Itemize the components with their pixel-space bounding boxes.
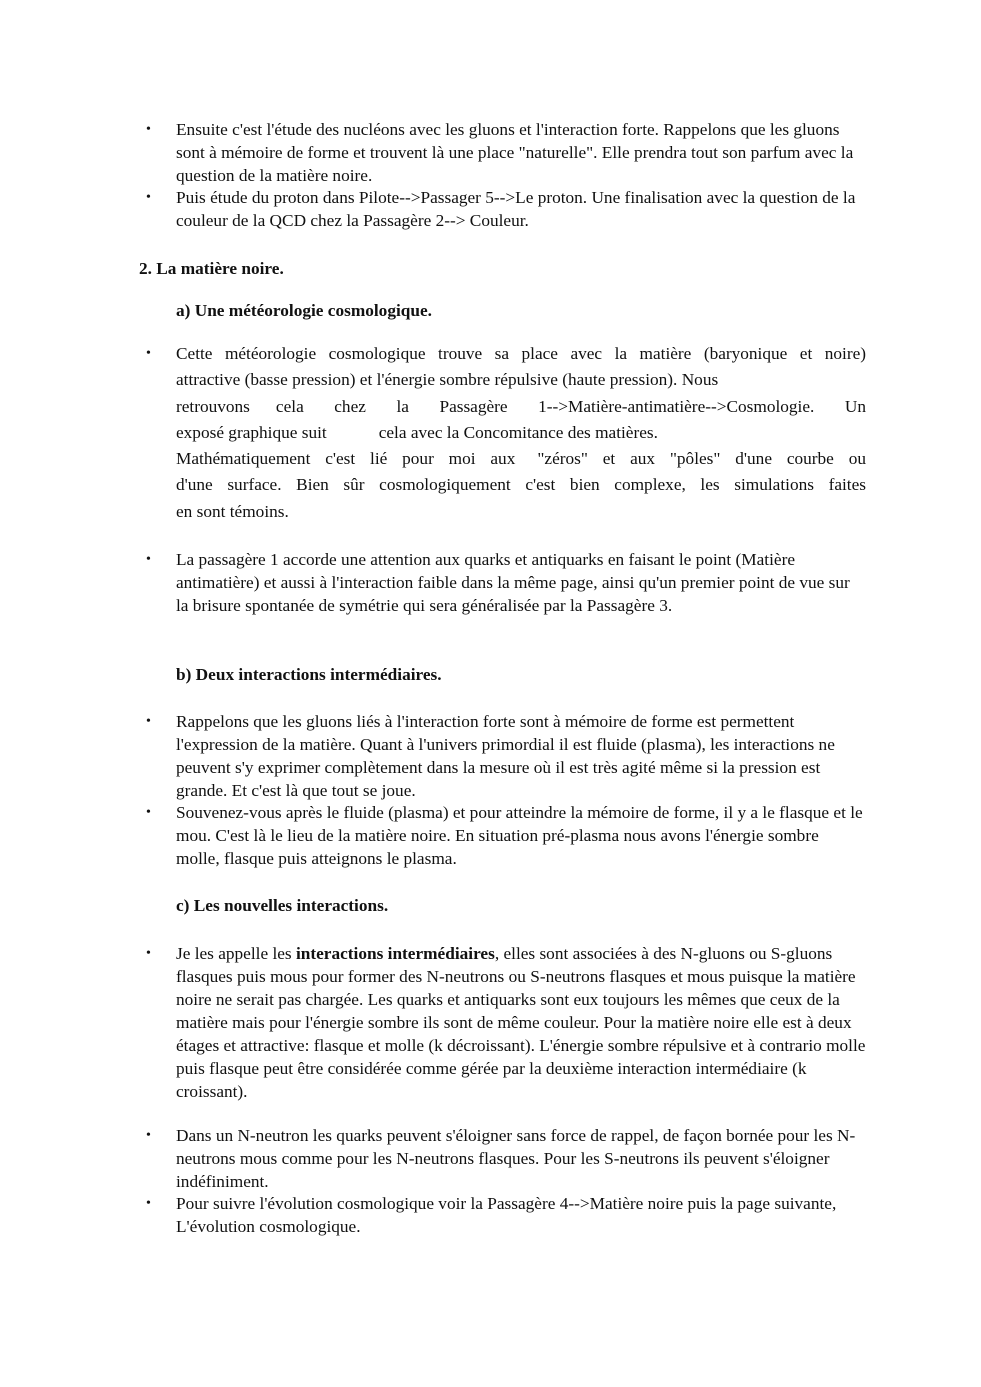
bullet-n-neutron: • Dans un N-neutron les quarks peuvent s'éloigner sans force de rappel, de façon bornée pour les N-neutrons mous comme pour les N-neutrons flasques. Pour les S-neutrons ils peuvent s'éloigner indéfiniment. <box>176 1124 866 1193</box>
text-line: en sont témoins. <box>176 501 289 521</box>
text-line <box>176 446 866 472</box>
text-fragment: exposé graphique suit <box>176 422 327 442</box>
bullet-evolution: • Pour suivre l'évolution cosmologique voir la Passagère 4-->Matière noire puis la page suivante, L'évolution cosmologique. <box>176 1192 866 1238</box>
text-line: d'une surface. Bien sûr cosmologiquement c'est bien complexe, les simulations faites <box>176 475 866 495</box>
text-fragment: Mathématiquement c'est lié pour moi aux <box>176 449 516 469</box>
text-fragment: , elles sont associées à des N-gluons ou S-gluons flasques puis mous pour former des N-neutrons ou S-neutrons flasques et mous puisque la matière noire ne serait pas chargée. Les quarks et antiquarks sont eux toujours les mêmes que ceux de la matière mais pour l'énergie sombre ils sont de même couleur. Pour la matière noire elle est à deux étages et attractive: flasque et molle (k décroissant). L'énergie sombre répulsive et à contrario molle puis flasque peut être considérée comme gérée par la deuxième interaction intermédiaire (k croissant). <box>176 944 866 1101</box>
bullet-interactions-intermediaires <box>176 942 866 1103</box>
text-fragment: cela chez la Passagère 1-->Matière-antimatière-->Cosmologie. Un <box>275 396 866 416</box>
bullet-gluons: • Rappelons que les gluons liés à l'interaction forte sont à mémoire de forme est permettent l'expression de la matière. Quant à l'univers primordial il est fluide (plasma), les interactions ne peuvent s'y exprimer complètement dans la mesure où il est très agité même si la pression est grande. Et c'est là que tout se joue. <box>176 710 866 802</box>
heading-deux-interactions: b) Deux interactions intermédiaires. <box>176 665 442 684</box>
text-fragment: "zéros" et aux "pôles" d'une courbe ou <box>537 449 866 469</box>
bullet-meteorologie <box>176 341 866 525</box>
bullet-passagere-1: • La passagère 1 accorde une attention aux quarks et antiquarks en faisant le point (Matière antimatière) et aussi à l'interaction faible dans la même page, ainsi qu'un premier point de vue sur la brisure spontanée de symétrie qui sera généralisée par la Passagère 3. <box>176 548 866 617</box>
text-line <box>176 420 866 446</box>
text-fragment: Je les appelle les <box>176 944 296 963</box>
heading-nouvelles-interactions: c) Les nouvelles interactions. <box>176 896 389 915</box>
bold-term: interactions intermédiaires <box>295 944 495 963</box>
bullet-proton: • Puis étude du proton dans Pilote-->Passager 5-->Le proton. Une finalisation avec la question de la couleur de la QCD chez la Passagère 2--> Couleur. <box>176 186 866 232</box>
text-fragment: retrouvons <box>176 396 250 416</box>
text-line: • Cette météorologie cosmologique trouve sa place avec la matière (baryonique et noire) <box>176 344 866 363</box>
text-fragment: cela avec la Concomitance des matières. <box>378 422 658 442</box>
heading-meteorologie: a) Une météorologie cosmologique. <box>176 301 432 320</box>
heading-matiere-noire: 2. La matière noire. <box>139 259 284 278</box>
bullet-fluide: • Souvenez-vous après le fluide (plasma) et pour atteindre la mémoire de forme, il y a le flasque et le mou. C'est là le lieu de la matière noire. En situation pré-plasma nous avons l'énergie sombre molle, flasque puis atteignons le plasma. <box>176 801 866 870</box>
bullet-nucleons: • Ensuite c'est l'étude des nucléons avec les gluons et l'interaction forte. Rappelons que les gluons sont à mémoire de forme et trouvent là une place "naturelle". Elle prendra tout son parfum avec la question de la matière noire. <box>176 118 866 187</box>
text-line <box>176 394 866 420</box>
text-line: attractive (basse pression) et l'énergie sombre répulsive (haute pression). Nous <box>176 370 719 390</box>
